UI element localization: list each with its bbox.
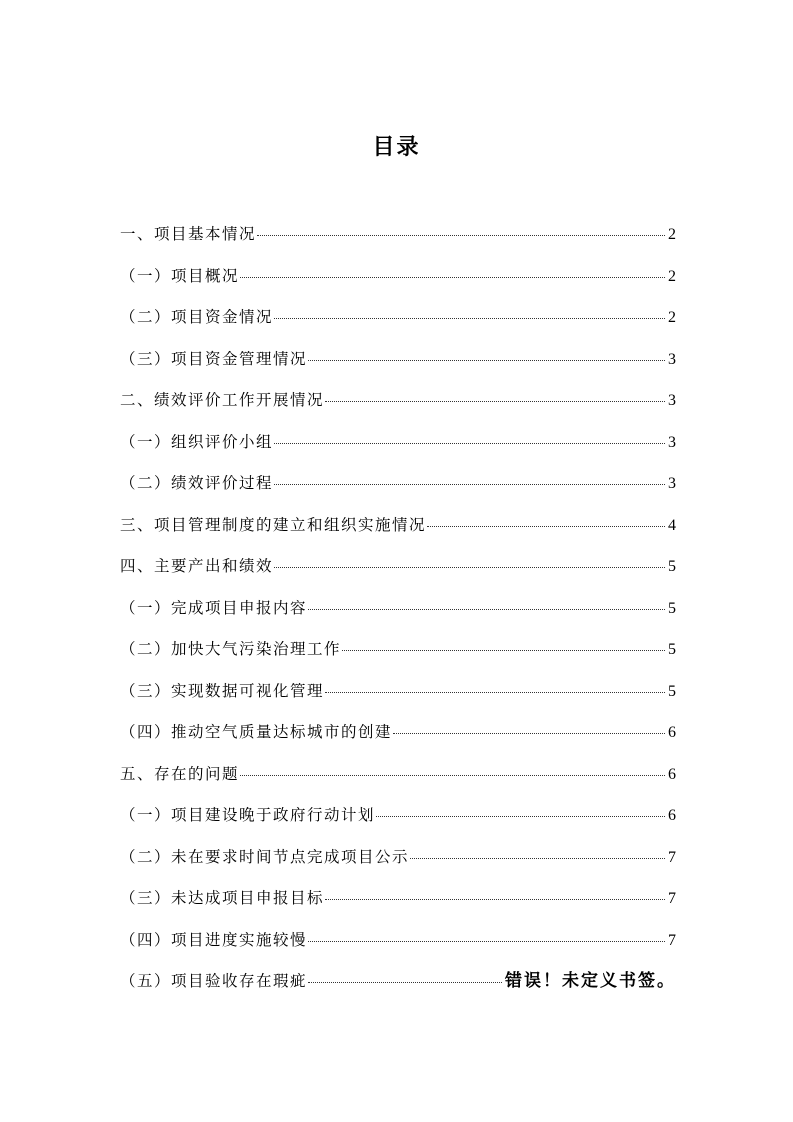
toc-entry[interactable] [120, 593, 676, 635]
toc-entry-label: （二）加快大气污染治理工作 [120, 640, 342, 658]
table-of-contents [120, 219, 676, 1008]
toc-entry[interactable] [120, 925, 676, 967]
toc-entry[interactable] [120, 261, 676, 303]
toc-dot-leader [325, 899, 665, 900]
toc-entry[interactable] [120, 759, 676, 801]
toc-entry-page: 2 [668, 309, 676, 326]
toc-dot-leader [308, 609, 665, 610]
toc-bookmark-error: 错误！未定义书签。 [505, 971, 676, 991]
toc-entry-page: 7 [668, 848, 676, 866]
page-title: 目录 [372, 135, 421, 160]
toc-entry-page: 2 [668, 267, 676, 285]
toc-entry-page: 6 [668, 807, 676, 824]
toc-entry-page: 7 [668, 890, 676, 907]
toc-dot-leader [257, 235, 665, 236]
toc-entry[interactable] [120, 510, 676, 552]
toc-dot-leader [274, 567, 665, 568]
toc-entry-page: 5 [668, 558, 676, 575]
toc-entry[interactable] [120, 427, 676, 469]
toc-entry-label: （三）未达成项目申报目标 [120, 889, 325, 907]
toc-entry[interactable] [120, 344, 676, 386]
toc-entry-label: （二）绩效评价过程 [120, 474, 274, 492]
toc-entry-label: 五、存在的问题 [120, 764, 240, 783]
toc-entry-label: （四）推动空气质量达标城市的创建 [120, 723, 393, 741]
toc-entry-page: 3 [668, 350, 676, 368]
toc-entry[interactable] [120, 302, 676, 344]
toc-entry[interactable] [120, 717, 676, 759]
toc-dot-leader [274, 318, 665, 319]
toc-entry-label: 四、主要产出和绩效 [120, 557, 274, 575]
toc-entry-page: 6 [668, 724, 676, 741]
toc-entry[interactable] [120, 468, 676, 510]
toc-entry[interactable] [120, 219, 676, 261]
toc-dot-leader [410, 858, 665, 859]
toc-dot-leader [427, 526, 665, 527]
toc-entry-label: 一、项目基本情况 [120, 225, 257, 243]
toc-entry-label: （一）组织评价小组 [120, 432, 274, 451]
toc-entry-page: 2 [668, 226, 676, 243]
toc-entry-label: （一）项目概况 [120, 266, 240, 285]
toc-dot-leader [274, 443, 665, 444]
toc-entry[interactable] [120, 385, 676, 427]
toc-entry-page: 3 [668, 475, 676, 492]
toc-entry-label: （一）项目建设晚于政府行动计划 [120, 806, 376, 824]
toc-entry[interactable] [120, 634, 676, 676]
toc-entry-label: （四）项目进度实施较慢 [120, 930, 308, 949]
toc-dot-leader [342, 650, 665, 651]
toc-dot-leader [393, 733, 665, 734]
toc-entry-label: 三、项目管理制度的建立和组织实施情况 [120, 515, 427, 534]
toc-entry-page: 5 [668, 641, 676, 658]
toc-entry[interactable] [120, 551, 676, 593]
toc-entry[interactable] [120, 883, 676, 925]
toc-entry-page: 7 [668, 931, 676, 949]
toc-dot-leader [308, 360, 665, 361]
toc-entry[interactable] [120, 966, 676, 1008]
toc-entry-label: 二、绩效评价工作开展情况 [120, 391, 325, 409]
toc-dot-leader [325, 692, 665, 693]
toc-dot-leader [376, 816, 665, 817]
toc-entry-page: 3 [668, 392, 676, 409]
toc-entry[interactable] [120, 842, 676, 884]
toc-dot-leader [240, 277, 665, 278]
toc-entry-label: （二）项目资金情况 [120, 308, 274, 326]
toc-entry-page: 6 [668, 765, 676, 783]
toc-entry-page: 4 [668, 516, 676, 534]
toc-dot-leader [308, 941, 665, 942]
toc-entry-label: （二）未在要求时间节点完成项目公示 [120, 847, 410, 866]
toc-dot-leader [325, 401, 665, 402]
toc-dot-leader [240, 775, 665, 776]
toc-entry-page: 5 [668, 682, 676, 700]
toc-entry-page: 5 [668, 599, 676, 617]
toc-entry-label: （五）项目验收存在瑕疵 [120, 972, 308, 990]
toc-entry-label: （三）实现数据可视化管理 [120, 681, 325, 700]
toc-entry-label: （三）项目资金管理情况 [120, 349, 308, 368]
toc-entry-page: 3 [668, 433, 676, 451]
toc-entry-label: （一）完成项目申报内容 [120, 598, 308, 617]
toc-entry[interactable] [120, 800, 676, 842]
toc-dot-leader [274, 484, 665, 485]
toc-dot-leader [308, 982, 502, 983]
toc-entry[interactable] [120, 676, 676, 718]
